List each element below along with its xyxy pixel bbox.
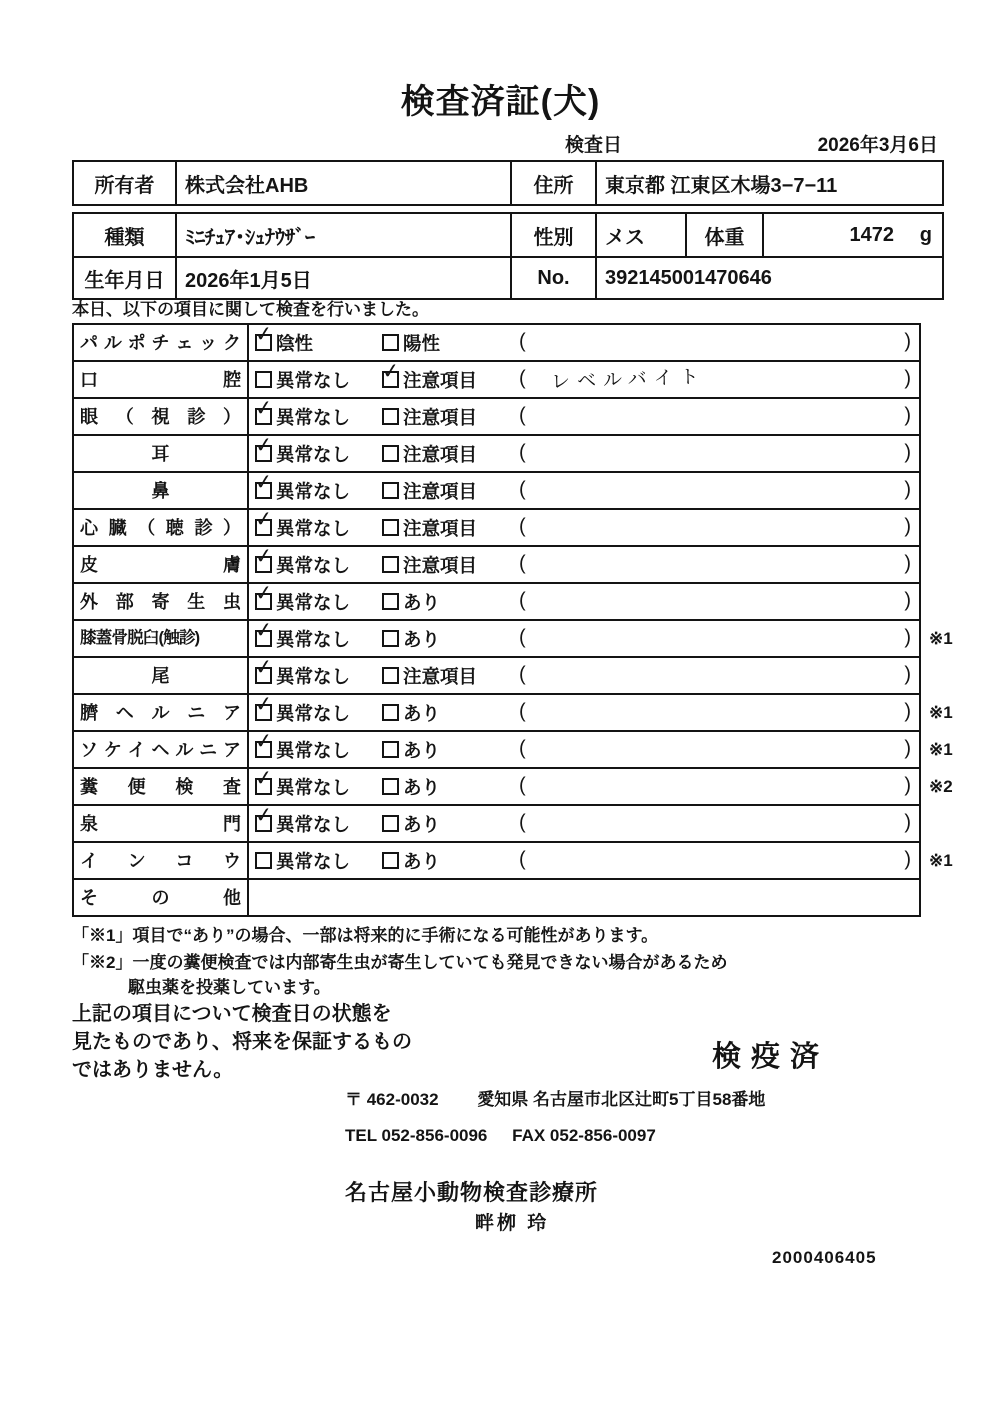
checkbox-icon xyxy=(382,593,399,610)
breed-label: 種類 xyxy=(104,226,145,249)
option-label: あり xyxy=(403,591,441,613)
checkbox-icon xyxy=(382,815,399,832)
paren-open: ( xyxy=(519,477,526,500)
option-label: 異常なし xyxy=(276,369,351,391)
sex-value: メス xyxy=(595,214,685,256)
option-label: 陽性 xyxy=(403,332,441,354)
address-label: 住所 xyxy=(510,162,595,204)
paren-close: ) xyxy=(904,736,911,759)
checkbox-icon xyxy=(255,852,272,869)
option-label: あり xyxy=(403,739,441,761)
option-2 xyxy=(382,325,440,360)
table-row xyxy=(74,691,953,732)
check-mark-icon: ✓ xyxy=(253,469,274,495)
paren-open: ( xyxy=(519,662,526,685)
checkbox-icon xyxy=(253,765,274,795)
footnote-2: 「※2」一度の糞便検査では内部寄生虫が寄生していても発見できない場合があるため xyxy=(72,953,728,972)
weight-number: 1472 xyxy=(849,223,894,246)
option-1 xyxy=(253,506,351,545)
paren-open: ( xyxy=(519,588,526,611)
exam-item-options xyxy=(249,543,919,582)
checkbox-icon xyxy=(382,704,399,721)
checkbox-icon xyxy=(382,519,399,536)
option-label: 異常なし xyxy=(276,628,351,650)
table-row xyxy=(74,654,919,695)
exam-item-label: 外 部 寄 生 虫 xyxy=(74,584,249,619)
table-row xyxy=(74,580,919,621)
handwritten-note: レベルバイト xyxy=(550,366,707,393)
checkbox-icon xyxy=(253,469,274,499)
option-label: 異常なし xyxy=(276,702,351,724)
paren-close: ) xyxy=(904,551,911,574)
checkbox-icon xyxy=(382,741,399,758)
table-row xyxy=(74,728,953,769)
checkbox-icon xyxy=(253,691,274,721)
option-label: 注意項目 xyxy=(403,369,478,391)
option-1 xyxy=(253,321,314,360)
table-row xyxy=(74,506,919,547)
option-2 xyxy=(382,658,477,693)
checkbox-icon xyxy=(380,358,401,388)
check-mark-icon: ✓ xyxy=(253,654,274,680)
checkbox-icon xyxy=(382,667,399,684)
exam-item-options xyxy=(249,617,919,656)
quarantine-stamp: 検疫済 xyxy=(712,1041,830,1073)
footnote-1: 「※1」項目で“あり”の場合、一部は将来的に手術になる可能性があります。 xyxy=(72,926,659,945)
checkbox-icon xyxy=(382,556,399,573)
paren-close: ) xyxy=(904,699,911,722)
clinic-fax: FAX 052-856-0097 xyxy=(512,1126,656,1145)
disclaimer-text xyxy=(72,1000,412,1084)
paren-close: ) xyxy=(904,514,911,537)
option-1 xyxy=(253,765,351,804)
no-label: No. xyxy=(510,256,595,298)
exam-item-options xyxy=(249,691,919,730)
paren-open: ( xyxy=(519,440,526,463)
option-label: 陰性 xyxy=(276,332,314,354)
checkbox-icon xyxy=(253,580,274,610)
address-value: 東京都 江東区木場3−7−11 xyxy=(595,162,942,204)
postal-code: 〒 462-0032 xyxy=(345,1090,439,1109)
clinic-name: 名古屋小動物検査診療所 xyxy=(345,1180,599,1205)
option-label: 注意項目 xyxy=(403,517,478,539)
option-label: 異常なし xyxy=(276,813,351,835)
option-label: 異常なし xyxy=(276,665,351,687)
no-value: 392145001470646 xyxy=(595,256,942,298)
footnote-mark: ※1 xyxy=(929,628,953,648)
paren-open: ( xyxy=(519,847,526,870)
option-1 xyxy=(255,843,350,878)
option-2 xyxy=(382,436,477,471)
birth-label: 生年月日 xyxy=(74,256,175,298)
exam-item-label: 膝蓋骨脱臼(触診) xyxy=(74,621,249,656)
paren-close: ) xyxy=(904,366,911,389)
table-row xyxy=(74,469,919,510)
owner-table xyxy=(72,160,944,206)
checkbox-icon xyxy=(255,371,272,388)
clinic-phone-row xyxy=(345,1126,656,1146)
checkbox-icon xyxy=(382,852,399,869)
paren-open: ( xyxy=(519,403,526,426)
option-label: 異常なし xyxy=(276,517,351,539)
weight-value xyxy=(762,214,942,256)
option-label: 注意項目 xyxy=(403,665,478,687)
option-label: 注意項目 xyxy=(403,443,478,465)
option-1 xyxy=(253,802,351,841)
option-2 xyxy=(380,358,478,397)
option-2 xyxy=(382,695,440,730)
table-row xyxy=(74,617,953,658)
exam-item-label: 口 腔 xyxy=(74,362,249,397)
check-mark-icon: ✓ xyxy=(253,506,274,532)
exam-item-options xyxy=(249,580,919,619)
option-label: 異常なし xyxy=(276,776,351,798)
exam-date-label: 検査日 xyxy=(565,135,623,156)
clinic-tel: TEL 052-856-0096 xyxy=(345,1126,488,1145)
option-label: あり xyxy=(403,702,441,724)
exam-item-label: イ ン コ ウ xyxy=(74,843,249,878)
breed-value: ﾐﾆﾁｭｱ･ｼｭﾅｳｻﾞｰ xyxy=(175,214,510,256)
option-1 xyxy=(253,654,351,693)
table-row xyxy=(74,432,919,473)
owner-value: 株式会社AHB xyxy=(175,162,510,204)
paren-open: ( xyxy=(519,329,526,352)
table-row xyxy=(74,765,953,806)
paren-open: ( xyxy=(519,625,526,648)
exam-item-label: 泉 門 xyxy=(74,806,249,841)
paren-close: ) xyxy=(904,810,911,833)
page-title: 検査済証(犬) xyxy=(400,83,601,121)
option-label: あり xyxy=(403,776,441,798)
option-label: 異常なし xyxy=(276,850,351,872)
exam-item-label: 皮 膚 xyxy=(74,547,249,582)
option-2 xyxy=(382,584,440,619)
paren-close: ) xyxy=(904,847,911,870)
option-1 xyxy=(253,469,351,508)
birth-value: 2026年1月5日 xyxy=(175,256,510,298)
option-label: あり xyxy=(403,850,441,872)
option-label: 異常なし xyxy=(276,591,351,613)
exam-item-options xyxy=(249,880,919,915)
exam-table xyxy=(72,321,953,917)
check-mark-icon: ✓ xyxy=(253,543,274,569)
option-2 xyxy=(382,510,477,545)
check-mark-icon: ✓ xyxy=(253,802,274,828)
option-label: 異常なし xyxy=(276,480,351,502)
check-mark-icon: ✓ xyxy=(253,395,274,421)
paren-open: ( xyxy=(519,366,526,389)
table-row xyxy=(74,880,919,915)
checkbox-icon xyxy=(382,630,399,647)
option-1 xyxy=(255,362,350,397)
check-mark-icon: ✓ xyxy=(253,765,274,791)
exam-item-options xyxy=(249,654,919,693)
paren-open: ( xyxy=(519,736,526,759)
option-2 xyxy=(382,806,440,841)
checkbox-icon xyxy=(253,506,274,536)
exam-item-options xyxy=(249,358,919,397)
paren-open: ( xyxy=(519,551,526,574)
clinic-address: 愛知県 名古屋市北区辻町5丁目58番地 xyxy=(477,1090,766,1109)
option-2 xyxy=(382,621,440,656)
exam-item-label: 臍 ヘ ル ニ ア xyxy=(74,695,249,730)
check-mark-icon: ✓ xyxy=(253,580,274,606)
footnote-mark: ※1 xyxy=(929,739,953,759)
exam-item-label: そ の 他 xyxy=(74,880,249,915)
sex-label: 性別 xyxy=(510,214,595,256)
exam-date-value: 2026年3月6日 xyxy=(817,135,938,156)
checkbox-icon xyxy=(253,543,274,573)
check-mark-icon: ✓ xyxy=(253,432,274,458)
option-label: あり xyxy=(403,813,441,835)
paren-open: ( xyxy=(519,514,526,537)
footnote-mark: ※1 xyxy=(929,702,953,722)
examiner-name: 畔栁 玲 xyxy=(475,1213,550,1234)
check-mark-icon: ✓ xyxy=(380,358,401,384)
option-2 xyxy=(382,399,477,434)
footnote-mark: ※2 xyxy=(929,776,953,796)
check-mark-icon: ✓ xyxy=(253,617,274,643)
option-label: 異常なし xyxy=(276,443,351,465)
exam-item-options xyxy=(249,395,919,434)
exam-date-row xyxy=(72,130,940,156)
exam-item-options xyxy=(249,469,919,508)
owner-label: 所有者 xyxy=(94,174,155,197)
checkbox-icon xyxy=(382,482,399,499)
paren-close: ) xyxy=(904,440,911,463)
checkbox-icon xyxy=(382,445,399,462)
option-label: 異常なし xyxy=(276,406,351,428)
paren-open: ( xyxy=(519,773,526,796)
disclaimer-line-3: ではありません。 xyxy=(72,1059,234,1081)
table-row xyxy=(74,358,919,399)
paren-close: ) xyxy=(904,625,911,648)
footnote-mark: ※1 xyxy=(929,850,953,870)
option-1 xyxy=(253,395,351,434)
paren-close: ) xyxy=(904,588,911,611)
weight-label: 体重 xyxy=(685,214,762,256)
option-label: 異常なし xyxy=(276,554,351,576)
checkbox-icon xyxy=(253,395,274,425)
paren-close: ) xyxy=(904,329,911,352)
exam-item-options xyxy=(249,765,919,804)
paren-close: ) xyxy=(904,773,911,796)
exam-item-label: パ ル ポ チ ェ ッ ク xyxy=(74,325,249,360)
exam-item-options xyxy=(249,321,919,360)
checkbox-icon xyxy=(253,617,274,647)
checkbox-icon xyxy=(382,334,399,351)
exam-item-options xyxy=(249,432,919,471)
checkbox-icon xyxy=(253,728,274,758)
option-1 xyxy=(253,543,351,582)
checkbox-icon xyxy=(253,654,274,684)
option-label: 注意項目 xyxy=(403,406,478,428)
clinic-postal-row xyxy=(345,1085,765,1110)
exam-item-label: 耳 xyxy=(74,436,249,471)
paren-open: ( xyxy=(519,810,526,833)
paren-close: ) xyxy=(904,477,911,500)
footnote-2-continued: 駆虫薬を投薬しています。 xyxy=(128,978,331,997)
disclaimer-line-1: 上記の項目について検査日の状態を xyxy=(72,1003,392,1025)
option-label: 異常なし xyxy=(276,739,351,761)
exam-item-options xyxy=(249,728,919,767)
table-row xyxy=(74,321,919,362)
paren-close: ) xyxy=(904,403,911,426)
paren-open: ( xyxy=(519,699,526,722)
exam-item-label: 尾 xyxy=(74,658,249,693)
table-row xyxy=(74,802,919,843)
disclaimer-line-2: 見たものであり、将来を保証するもの xyxy=(72,1031,412,1053)
exam-item-label: 心 臓 （ 聴 診 ） xyxy=(74,510,249,545)
exam-item-label: 鼻 xyxy=(74,473,249,508)
exam-item-options xyxy=(249,802,919,841)
option-1 xyxy=(253,580,351,619)
option-2 xyxy=(382,732,440,767)
option-1 xyxy=(253,728,351,767)
checkbox-icon xyxy=(253,321,274,351)
weight-unit: g xyxy=(919,223,932,246)
check-mark-icon: ✓ xyxy=(253,691,274,717)
check-mark-icon: ✓ xyxy=(253,728,274,754)
option-2 xyxy=(382,843,440,878)
document-number: 2000406405 xyxy=(772,1248,877,1267)
option-2 xyxy=(382,547,477,582)
table-row xyxy=(74,395,919,436)
check-mark-icon: ✓ xyxy=(253,321,274,347)
checkbox-icon xyxy=(253,432,274,462)
table-row xyxy=(74,843,953,880)
exam-item-label: ソ ケ イ ヘ ル ニ ア xyxy=(74,732,249,767)
exam-item-options xyxy=(249,843,919,878)
option-1 xyxy=(253,617,351,656)
checkbox-icon xyxy=(382,408,399,425)
exam-item-label: 糞 便 検 査 xyxy=(74,769,249,804)
option-1 xyxy=(253,691,351,730)
option-label: 注意項目 xyxy=(403,480,478,502)
intro-text: 本日、以下の項目に関して検査を行いました。 xyxy=(72,300,429,319)
option-1 xyxy=(253,432,351,471)
option-2 xyxy=(382,473,477,508)
checkbox-icon xyxy=(253,802,274,832)
pet-table xyxy=(72,212,944,300)
exam-item-options xyxy=(249,506,919,545)
option-label: 注意項目 xyxy=(403,554,478,576)
checkbox-icon xyxy=(382,778,399,795)
exam-item-label: 眼 （ 視 診 ） xyxy=(74,399,249,434)
option-label: あり xyxy=(403,628,441,650)
paren-close: ) xyxy=(904,662,911,685)
option-2 xyxy=(382,769,440,804)
table-row xyxy=(74,543,919,584)
